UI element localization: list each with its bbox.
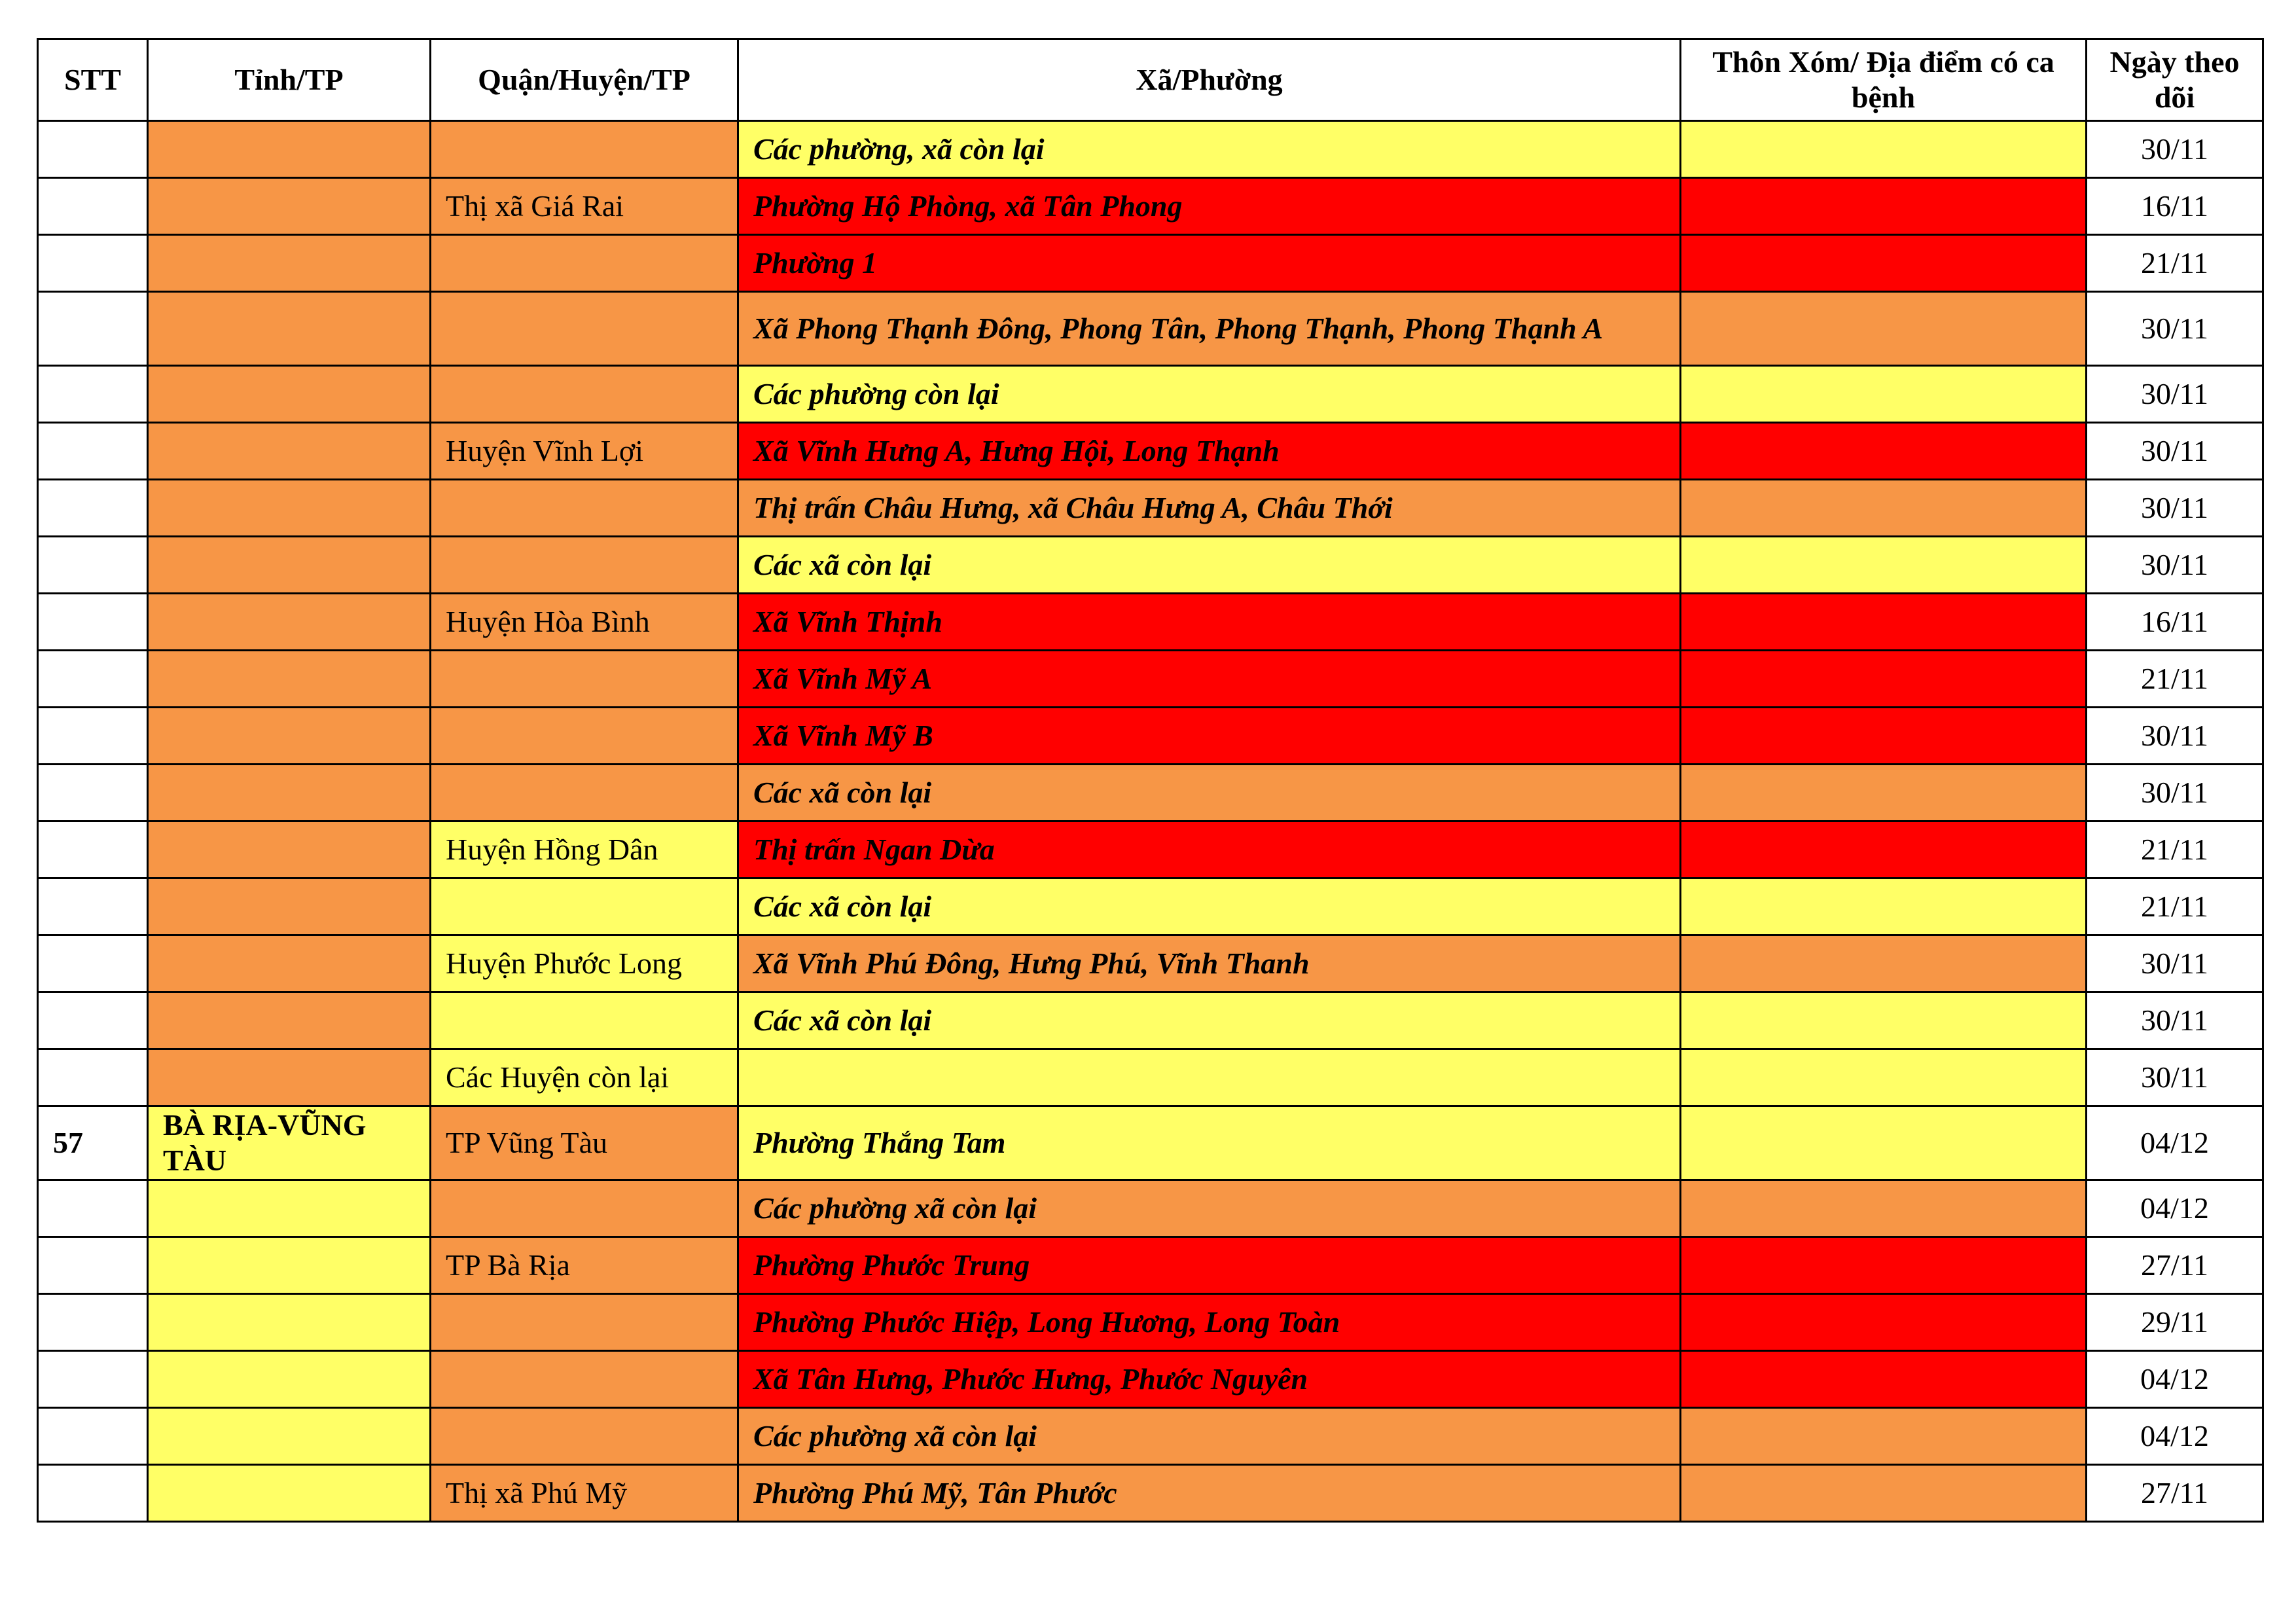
hamlet-cell — [1681, 537, 2087, 594]
hamlet-cell — [1681, 121, 2087, 178]
ward-cell: Các xã còn lại — [738, 878, 1681, 935]
table-row — [38, 821, 2263, 878]
hamlet-cell — [1681, 235, 2087, 292]
table-row — [38, 1180, 2263, 1237]
header-ward: Xã/Phường — [738, 39, 1681, 121]
ward-cell: Xã Phong Thạnh Đông, Phong Tân, Phong Thạnh, Phong Thạnh A — [738, 292, 1681, 366]
date-cell: 30/11 — [2087, 708, 2263, 765]
monitoring-table — [37, 38, 2264, 1523]
hamlet-cell — [1681, 292, 2087, 366]
province-cell — [148, 1049, 431, 1106]
stt-cell — [38, 878, 148, 935]
district-cell: Huyện Vĩnh Lợi — [431, 423, 738, 480]
hamlet-cell — [1681, 992, 2087, 1049]
table-row — [38, 765, 2263, 821]
province-cell — [148, 708, 431, 765]
date-cell: 21/11 — [2087, 821, 2263, 878]
district-cell — [431, 480, 738, 537]
ward-cell: Phường Thắng Tam — [738, 1106, 1681, 1180]
stt-cell — [38, 121, 148, 178]
hamlet-cell — [1681, 480, 2087, 537]
hamlet-cell — [1681, 1465, 2087, 1522]
district-cell — [431, 1408, 738, 1465]
stt-cell — [38, 537, 148, 594]
province-cell — [148, 651, 431, 708]
date-cell: 30/11 — [2087, 480, 2263, 537]
hamlet-cell — [1681, 935, 2087, 992]
stt-cell — [38, 765, 148, 821]
hamlet-cell — [1681, 1180, 2087, 1237]
header-district: Quận/Huyện/TP — [431, 39, 738, 121]
hamlet-cell — [1681, 1237, 2087, 1294]
province-cell — [148, 1408, 431, 1465]
header-date: Ngày theo dõi — [2087, 39, 2263, 121]
table-row — [38, 366, 2263, 423]
stt-cell — [38, 1465, 148, 1522]
table-row — [38, 878, 2263, 935]
stt-cell — [38, 1049, 148, 1106]
table-body — [38, 121, 2263, 1522]
ward-cell: Các xã còn lại — [738, 992, 1681, 1049]
province-cell — [148, 594, 431, 651]
ward-cell: Thị trấn Ngan Dừa — [738, 821, 1681, 878]
date-cell: 16/11 — [2087, 594, 2263, 651]
district-cell: Huyện Hồng Dân — [431, 821, 738, 878]
ward-cell: Các xã còn lại — [738, 765, 1681, 821]
province-cell — [148, 235, 431, 292]
ward-cell: Các phường, xã còn lại — [738, 121, 1681, 178]
date-cell: 04/12 — [2087, 1106, 2263, 1180]
province-cell — [148, 121, 431, 178]
province-cell — [148, 1465, 431, 1522]
table-row — [38, 423, 2263, 480]
stt-cell — [38, 1237, 148, 1294]
header-province: Tỉnh/TP — [148, 39, 431, 121]
date-cell: 21/11 — [2087, 235, 2263, 292]
province-cell: BÀ RỊA-VŨNG TÀU — [148, 1106, 431, 1180]
stt-cell — [38, 821, 148, 878]
hamlet-cell — [1681, 366, 2087, 423]
table-row — [38, 292, 2263, 366]
table-row — [38, 1106, 2263, 1180]
date-cell: 30/11 — [2087, 423, 2263, 480]
stt-cell — [38, 1351, 148, 1408]
date-cell: 30/11 — [2087, 121, 2263, 178]
hamlet-cell — [1681, 1351, 2087, 1408]
date-cell: 29/11 — [2087, 1294, 2263, 1351]
stt-cell — [38, 1294, 148, 1351]
district-cell — [431, 878, 738, 935]
ward-cell: Các phường còn lại — [738, 366, 1681, 423]
table-row — [38, 1237, 2263, 1294]
hamlet-cell — [1681, 708, 2087, 765]
date-cell: 04/12 — [2087, 1351, 2263, 1408]
stt-cell — [38, 1408, 148, 1465]
province-cell — [148, 1351, 431, 1408]
ward-cell — [738, 1049, 1681, 1106]
header-hamlet: Thôn Xóm/ Địa điểm có ca bệnh — [1681, 39, 2087, 121]
ward-cell: Phường 1 — [738, 235, 1681, 292]
date-cell: 30/11 — [2087, 992, 2263, 1049]
hamlet-cell — [1681, 821, 2087, 878]
province-cell — [148, 366, 431, 423]
table-row — [38, 594, 2263, 651]
date-cell: 30/11 — [2087, 765, 2263, 821]
table-row — [38, 235, 2263, 292]
hamlet-cell — [1681, 1049, 2087, 1106]
province-cell — [148, 878, 431, 935]
province-cell — [148, 821, 431, 878]
district-cell: Thị xã Phú Mỹ — [431, 1465, 738, 1522]
province-cell — [148, 537, 431, 594]
table-row — [38, 1351, 2263, 1408]
table-row — [38, 651, 2263, 708]
ward-cell: Xã Tân Hưng, Phước Hưng, Phước Nguyên — [738, 1351, 1681, 1408]
table-row — [38, 1465, 2263, 1522]
district-cell — [431, 708, 738, 765]
ward-cell: Các xã còn lại — [738, 537, 1681, 594]
stt-cell — [38, 292, 148, 366]
ward-cell: Xã Vĩnh Mỹ B — [738, 708, 1681, 765]
hamlet-cell — [1681, 1294, 2087, 1351]
table-row — [38, 708, 2263, 765]
header-row — [38, 39, 2263, 121]
table-row — [38, 121, 2263, 178]
district-cell — [431, 765, 738, 821]
date-cell: 27/11 — [2087, 1237, 2263, 1294]
province-cell — [148, 1237, 431, 1294]
district-cell: TP Bà Rịa — [431, 1237, 738, 1294]
district-cell — [431, 992, 738, 1049]
table-row — [38, 1049, 2263, 1106]
hamlet-cell — [1681, 594, 2087, 651]
hamlet-cell — [1681, 178, 2087, 235]
hamlet-cell — [1681, 1408, 2087, 1465]
province-cell — [148, 480, 431, 537]
stt-cell — [38, 708, 148, 765]
table-row — [38, 1294, 2263, 1351]
district-cell: TP Vũng Tàu — [431, 1106, 738, 1180]
stt-cell — [38, 935, 148, 992]
ward-cell: Phường Phước Hiệp, Long Hương, Long Toàn — [738, 1294, 1681, 1351]
stt-cell — [38, 992, 148, 1049]
stt-cell — [38, 480, 148, 537]
ward-cell: Phường Phước Trung — [738, 1237, 1681, 1294]
stt-cell — [38, 178, 148, 235]
date-cell: 21/11 — [2087, 878, 2263, 935]
date-cell: 27/11 — [2087, 1465, 2263, 1522]
district-cell — [431, 292, 738, 366]
district-cell — [431, 1180, 738, 1237]
ward-cell: Các phường xã còn lại — [738, 1408, 1681, 1465]
district-cell — [431, 651, 738, 708]
hamlet-cell — [1681, 423, 2087, 480]
ward-cell: Thị trấn Châu Hưng, xã Châu Hưng A, Châu Thới — [738, 480, 1681, 537]
stt-cell — [38, 1180, 148, 1237]
district-cell — [431, 1294, 738, 1351]
district-cell: Các Huyện còn lại — [431, 1049, 738, 1106]
date-cell: 30/11 — [2087, 537, 2263, 594]
district-cell — [431, 1351, 738, 1408]
district-cell: Thị xã Giá Rai — [431, 178, 738, 235]
district-cell — [431, 366, 738, 423]
date-cell: 04/12 — [2087, 1408, 2263, 1465]
table-row — [38, 480, 2263, 537]
hamlet-cell — [1681, 1106, 2087, 1180]
table-row — [38, 935, 2263, 992]
province-cell — [148, 423, 431, 480]
ward-cell: Phường Phú Mỹ, Tân Phước — [738, 1465, 1681, 1522]
province-cell — [148, 1180, 431, 1237]
date-cell: 16/11 — [2087, 178, 2263, 235]
district-cell: Huyện Phước Long — [431, 935, 738, 992]
table-row — [38, 537, 2263, 594]
date-cell: 21/11 — [2087, 651, 2263, 708]
ward-cell: Các phường xã còn lại — [738, 1180, 1681, 1237]
ward-cell: Xã Vĩnh Mỹ A — [738, 651, 1681, 708]
date-cell: 30/11 — [2087, 366, 2263, 423]
ward-cell: Xã Vĩnh Phú Đông, Hưng Phú, Vĩnh Thanh — [738, 935, 1681, 992]
hamlet-cell — [1681, 765, 2087, 821]
province-cell — [148, 992, 431, 1049]
table-row — [38, 992, 2263, 1049]
hamlet-cell — [1681, 651, 2087, 708]
table-row — [38, 1408, 2263, 1465]
district-cell: Huyện Hòa Bình — [431, 594, 738, 651]
ward-cell: Xã Vĩnh Thịnh — [738, 594, 1681, 651]
district-cell — [431, 235, 738, 292]
ward-cell: Phường Hộ Phòng, xã Tân Phong — [738, 178, 1681, 235]
province-cell — [148, 935, 431, 992]
stt-cell — [38, 235, 148, 292]
stt-cell — [38, 594, 148, 651]
table-row — [38, 178, 2263, 235]
province-cell — [148, 292, 431, 366]
date-cell: 30/11 — [2087, 935, 2263, 992]
header-stt: STT — [38, 39, 148, 121]
district-cell — [431, 121, 738, 178]
district-cell — [431, 537, 738, 594]
date-cell: 30/11 — [2087, 292, 2263, 366]
province-cell — [148, 1294, 431, 1351]
stt-cell: 57 — [38, 1106, 148, 1180]
hamlet-cell — [1681, 878, 2087, 935]
date-cell: 04/12 — [2087, 1180, 2263, 1237]
stt-cell — [38, 366, 148, 423]
province-cell — [148, 765, 431, 821]
date-cell: 30/11 — [2087, 1049, 2263, 1106]
stt-cell — [38, 651, 148, 708]
province-cell — [148, 178, 431, 235]
ward-cell: Xã Vĩnh Hưng A, Hưng Hội, Long Thạnh — [738, 423, 1681, 480]
stt-cell — [38, 423, 148, 480]
